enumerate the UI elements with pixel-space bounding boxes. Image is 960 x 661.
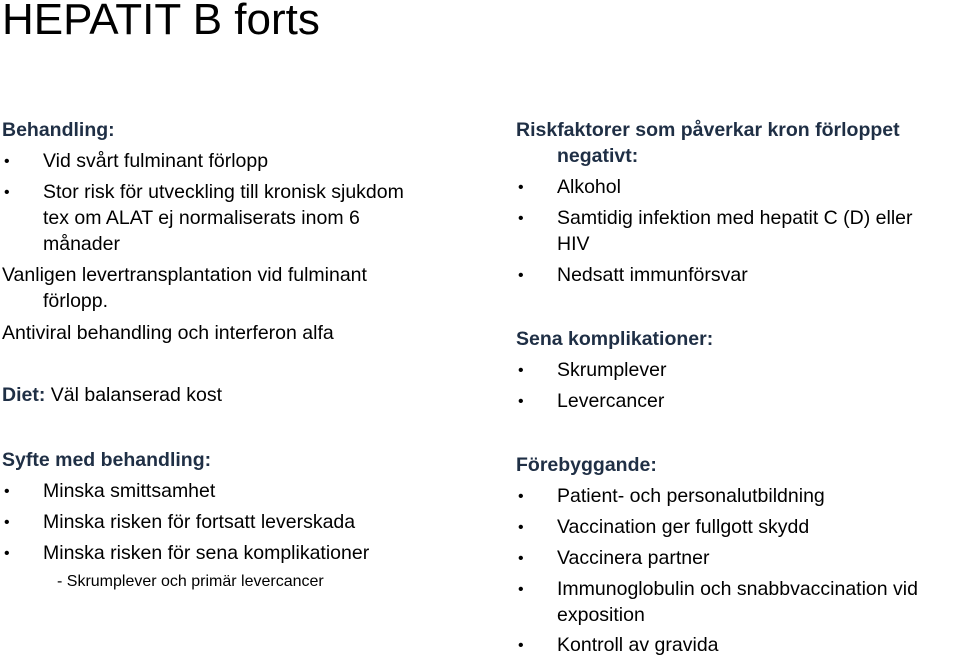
list-item: Vid svårt fulminant förlopp xyxy=(43,150,269,172)
bullet-icon: • xyxy=(518,362,524,379)
list-item: Kontroll av gravida xyxy=(557,634,719,656)
treatment-note-continuation: förlopp. xyxy=(43,290,109,312)
list-item: Minska smittsamhet xyxy=(43,480,216,502)
diet-value: Väl balanserad kost xyxy=(45,384,223,406)
list-item: Vaccination ger fullgott skydd xyxy=(557,516,810,538)
bullet-icon: • xyxy=(518,393,524,410)
treatment-note: Vanligen levertransplantation vid fulminant xyxy=(2,264,367,286)
list-item: Patient- och personalutbildning xyxy=(557,485,825,507)
bullet-icon: • xyxy=(518,550,524,567)
bullet-icon: • xyxy=(518,581,524,598)
risk-heading-continuation: negativt: xyxy=(557,145,639,167)
list-item: Minska risken för sena komplikationer xyxy=(43,542,370,564)
list-item-continuation: HIV xyxy=(557,233,590,255)
list-item-continuation: exposition xyxy=(557,604,645,626)
bullet-icon: • xyxy=(518,637,524,654)
list-item: Alkohol xyxy=(557,176,621,198)
page-title: HEPATIT B forts xyxy=(2,0,320,44)
risk-heading: Riskfaktorer som påverkar kron förloppet xyxy=(516,119,900,141)
purpose-heading: Syfte med behandling: xyxy=(2,449,212,471)
list-item: Vaccinera partner xyxy=(557,547,710,569)
bullet-icon: • xyxy=(518,519,524,536)
bullet-icon: • xyxy=(4,184,10,201)
list-item: Nedsatt immunförsvar xyxy=(557,264,748,286)
bullet-icon: • xyxy=(518,179,524,196)
bullet-icon: • xyxy=(4,514,10,531)
bullet-icon: • xyxy=(4,545,10,562)
complications-heading: Sena komplikationer: xyxy=(516,328,714,350)
diet-line xyxy=(2,382,222,408)
list-item: Immunoglobulin och snabbvaccination vid xyxy=(557,578,918,600)
list-item-continuation: månader xyxy=(43,233,120,255)
list-item: Levercancer xyxy=(557,390,665,412)
prevention-heading: Förebyggande: xyxy=(516,454,657,476)
list-item: Samtidig infektion med hepatit C (D) eller xyxy=(557,207,913,229)
bullet-icon: • xyxy=(518,267,524,284)
bullet-icon: • xyxy=(4,153,10,170)
list-item: Skrumplever xyxy=(557,359,667,381)
list-item: Minska risken för fortsatt leverskada xyxy=(43,511,356,533)
list-item: Stor risk för utveckling till kronisk sjukdom xyxy=(43,181,404,203)
antiviral-note: Antiviral behandling och interferon alfa xyxy=(2,322,334,344)
bullet-icon: • xyxy=(518,488,524,505)
list-item-continuation: tex om ALAT ej normaliserats inom 6 xyxy=(43,207,360,229)
bullet-icon: • xyxy=(518,210,524,227)
bullet-icon: • xyxy=(4,483,10,500)
purpose-subnote: - Skrumplever och primär levercancer xyxy=(57,573,324,590)
diet-label: Diet: xyxy=(2,384,46,406)
treatment-heading: Behandling: xyxy=(2,119,115,141)
